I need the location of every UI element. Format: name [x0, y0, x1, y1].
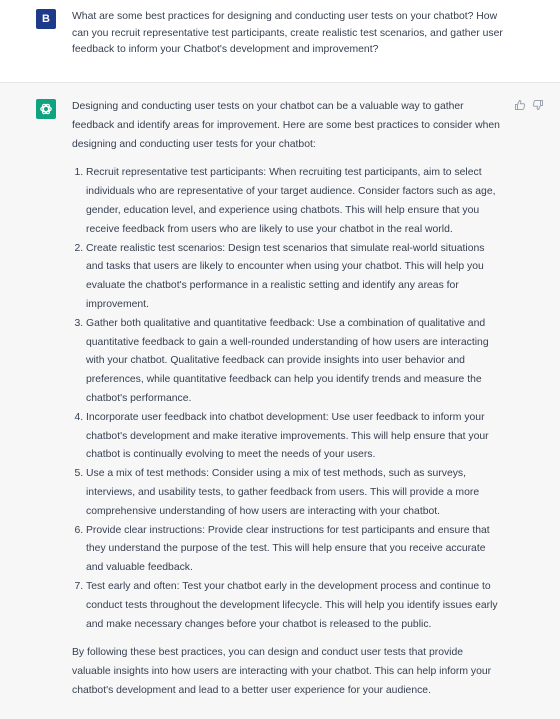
assistant-message — [0, 83, 560, 719]
list-item: 6. Provide clear instructions: Provide clear instructions for test participants and ensure that they understand the purpose of the test. This will help ensure that you receive accurate and valuable feedback. — [86, 522, 502, 578]
feedback-buttons — [514, 99, 544, 111]
list-item: 7. Test early and often: Test your chatbot early in the development process and continue to conduct tests throughout the development lifecycle. This will help you identify issues early and make necessary changes before your chatbot is released to the public. — [86, 578, 502, 634]
intro-paragraph: Designing and conducting user tests on your chatbot can be a valuable way to gather feedback and identify areas for improvement. Here are some best practices to consider when designing and conducting user tests for your chatbot: — [72, 101, 500, 150]
list-item: 5. Use a mix of test methods: Consider using a mix of test methods, such as surveys, interviews, and usability tests, to gather feedback from users. This will provide a more comprehensive understanding of how users are interacting with your chatbot. — [86, 465, 502, 521]
best-practices-list — [72, 164, 502, 634]
thumbs-down-icon[interactable] — [532, 99, 544, 111]
user-message-text: What are some best practices for designing and conducting user tests on your chatbot? How can you recruit representative test participants, create realistic test scenarios, and gather user feedback to inform your Chatbot's development and improvement? — [72, 11, 503, 55]
conclusion-paragraph: By following these best practices, you can design and conduct user tests that provide valuable insights into how users are interacting with your chatbot. This can help inform your chatbot's development and lead to a better user experience for your audience. — [72, 647, 492, 696]
user-avatar: B — [36, 9, 56, 29]
user-message — [0, 0, 560, 83]
list-item: 1. Recruit representative test participants: When recruiting test participants, aim to select individuals who are representative of your target audience. Consider factors such as age, gender, education level, and experience using chatbots. This will help ensure that you receive feedback from users who are likely to use your chatbot in the real world. — [86, 164, 502, 239]
assistant-message-content — [72, 98, 502, 701]
list-item: 4. Incorporate user feedback into chatbot development: Use user feedback to inform your chatbot's development and make iterative improvements. This will help ensure that your chatbot is continually evolving to meet the needs of your users. — [86, 409, 502, 465]
openai-logo-icon — [36, 99, 56, 119]
list-item: 2. Create realistic test scenarios: Design test scenarios that simulate real-world situations and tasks that users are likely to encounter when using your chatbot. This will help you evaluate the chatbot's performance in a realistic setting and identify any areas for improvement. — [86, 240, 502, 315]
thumbs-up-icon[interactable] — [514, 99, 526, 111]
list-item: 3. Gather both qualitative and quantitative feedback: Use a combination of qualitative and quantitative feedback to gain a well-rounded understanding of how users are interacting with your chatbot. Qualitative feedback can provide insights into user behavior and preferences, while quantitative feedback can help you identify trends and measure the chatbot's performance. — [86, 315, 502, 409]
